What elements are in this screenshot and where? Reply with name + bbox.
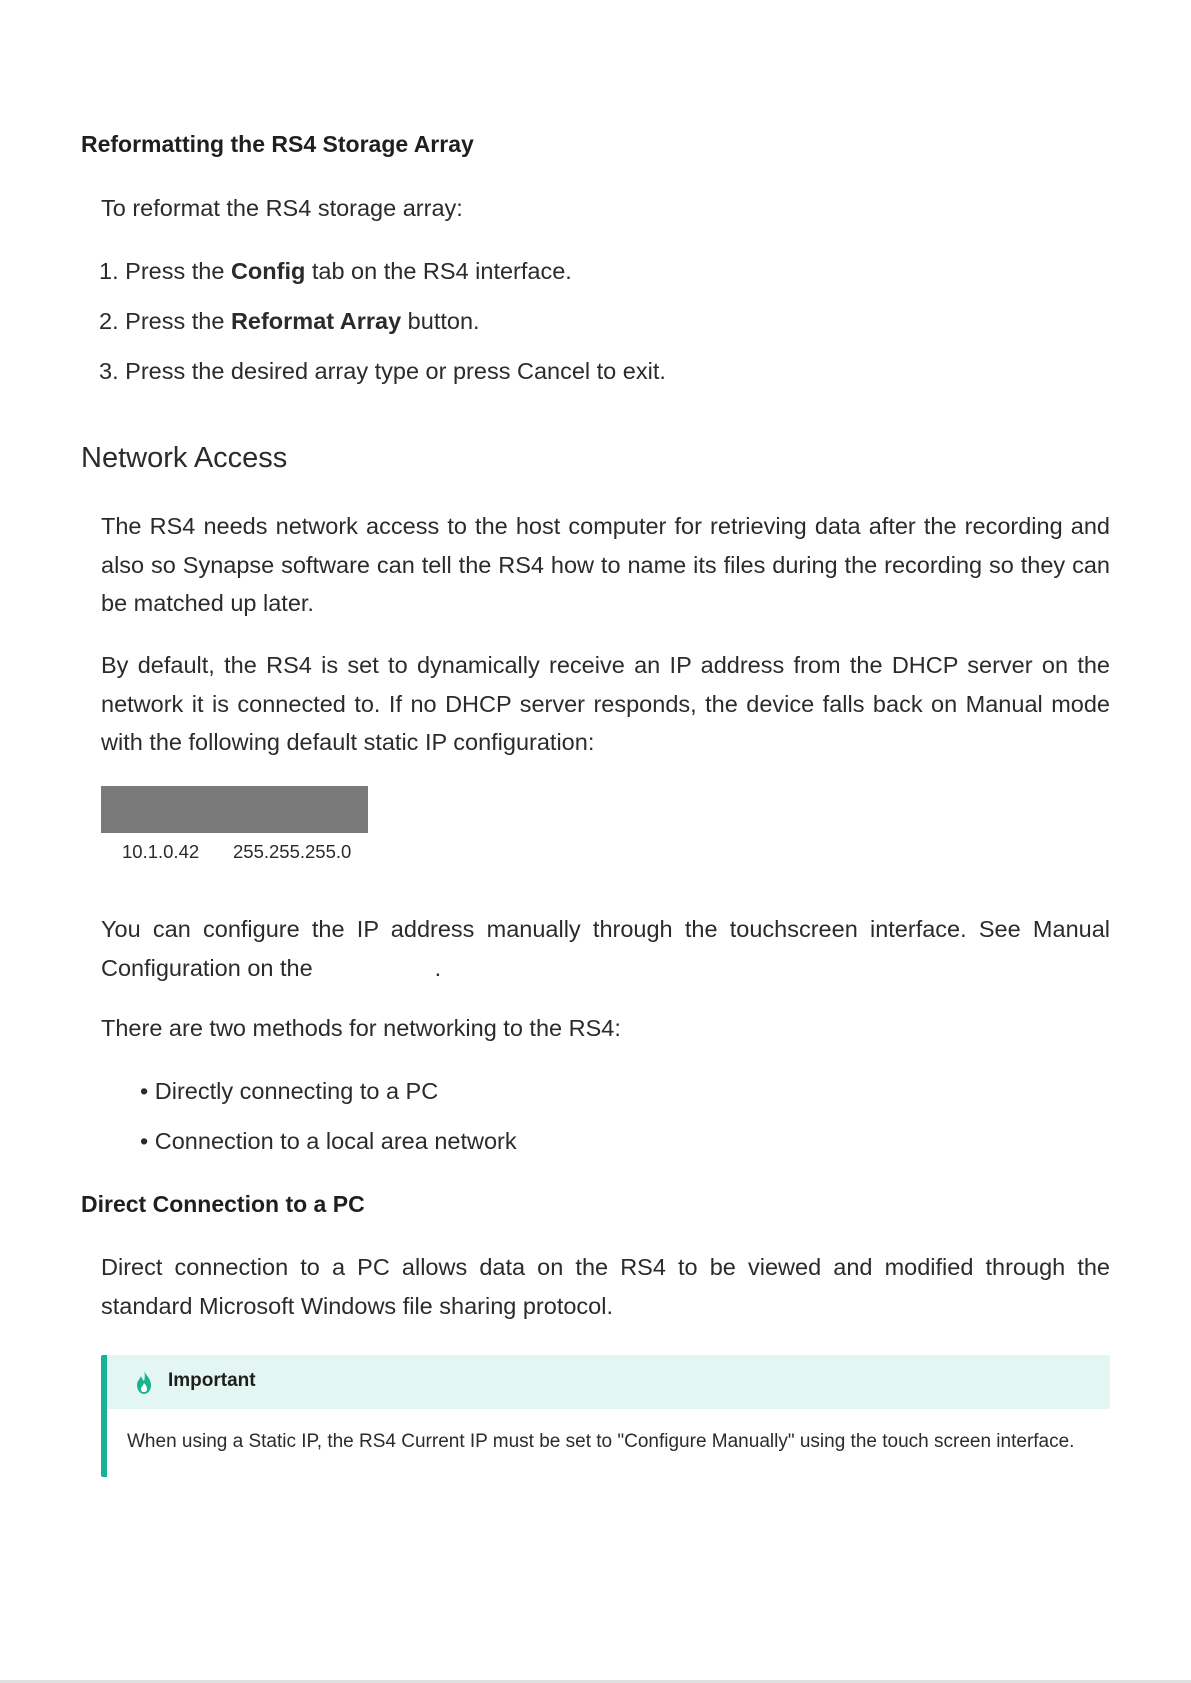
reformat-intro: To reformat the RS4 storage array: bbox=[101, 195, 463, 221]
network-heading: Network Access bbox=[81, 442, 288, 474]
reformat-heading: Reformatting the RS4 Storage Array bbox=[81, 131, 474, 157]
ip-table-header bbox=[101, 786, 368, 833]
list-item: • Connection to a local area network bbox=[140, 1128, 517, 1154]
network-paragraph-3: You can configure the IP address manually through the touchscreen interface. See Manual Configuration on the . bbox=[101, 916, 1110, 981]
callout-text: When using a Static IP, the RS4 Current IP must be set to "Configure Manually" using the touch screen interface. bbox=[127, 1431, 1075, 1452]
list-item: 2. Press the Reformat Array button. bbox=[99, 308, 480, 334]
callout-title: Important bbox=[168, 1370, 256, 1391]
bullet-icon: • bbox=[140, 1078, 149, 1104]
network-paragraph-2: By default, the RS4 is set to dynamically receive an IP address from the DHCP server on the network it is connected to. If no DHCP server responds, the device falls back on Manual mode with the following default static IP configuration: bbox=[101, 652, 1110, 755]
callout-header bbox=[107, 1355, 1110, 1409]
important-callout bbox=[101, 1355, 1110, 1477]
bullet-icon: • bbox=[140, 1128, 149, 1154]
subnet-mask-cell: 255.255.255.0 bbox=[233, 841, 352, 862]
flame-icon bbox=[133, 1369, 155, 1395]
list-item: 3. Press the desired array type or press Cancel to exit. bbox=[99, 358, 666, 384]
list-item: • Directly connecting to a PC bbox=[140, 1078, 439, 1104]
list-item: 1. Press the Config tab on the RS4 interface. bbox=[99, 258, 572, 284]
network-paragraph-1: The RS4 needs network access to the host computer for retrieving data after the recording and also so Synapse software can tell the RS4 how to name its files during the recording so they can be matched up later. bbox=[101, 513, 1110, 616]
network-paragraph-4: There are two methods for networking to the RS4: bbox=[101, 1015, 621, 1041]
direct-connection-heading: Direct Connection to a PC bbox=[81, 1191, 365, 1217]
direct-paragraph: Direct connection to a PC allows data on the RS4 to be viewed and modified through the standard Microsoft Windows file sharing protocol. bbox=[101, 1254, 1110, 1319]
ip-address-cell: 10.1.0.42 bbox=[122, 841, 200, 862]
